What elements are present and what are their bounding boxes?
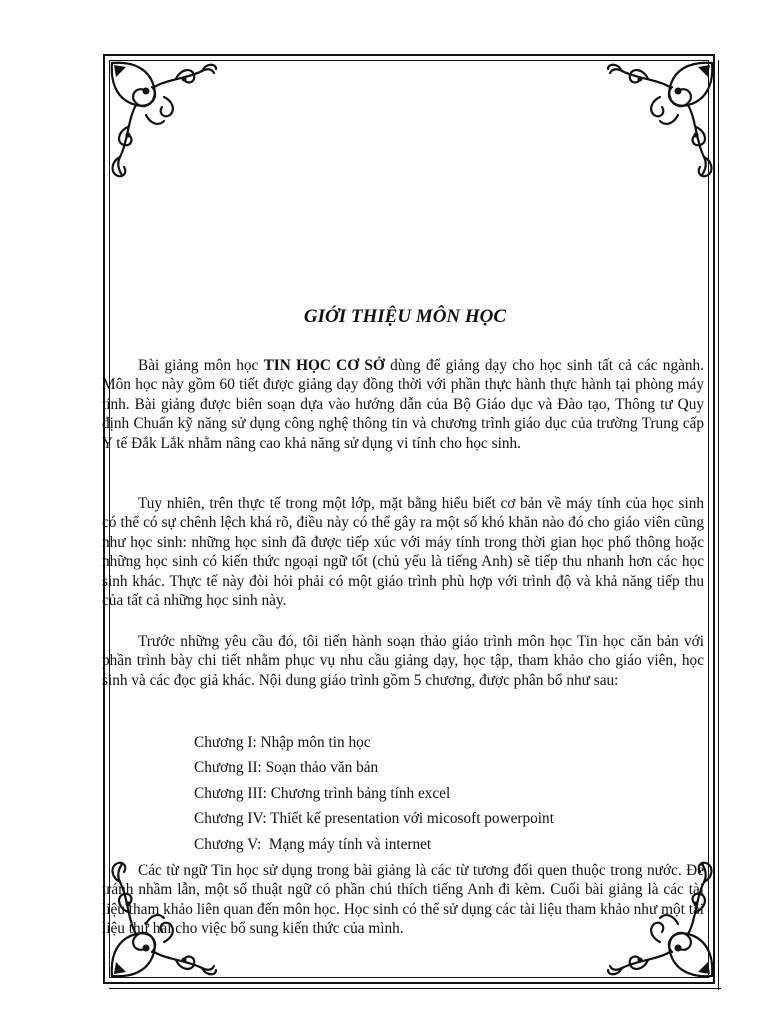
floral-corner-ornament-icon: [106, 57, 218, 187]
floral-corner-ornament-icon: [606, 57, 718, 187]
chapter-item: Chương V: Mạng máy tính và internet: [194, 835, 432, 853]
paragraph-intro-rest: dùng để giảng dạy cho học sinh tất cả các ngành. Môn học này gồm 60 tiết được giảng dạy đồng thời với phần thực hành thực hành tại phòng máy tính. Bài giảng được biên soạn dựa vào hướng dẫn của Bộ Giáo dục và Đào tạo, Thông tư Quy định Chuẩn kỹ năng sử dụng công nghệ thông tin và chương trình giáo dục của trường Trung cấp Y tế Đắk Lắk nhằm nâng cao khả năng sử dụng vi tính cho học sinh.: [102, 357, 704, 452]
chapter-list: [194, 733, 554, 860]
page-border-shadow-right: [718, 60, 719, 990]
page-border-shadow-bottom: [109, 988, 721, 989]
paragraph-intro-lead: Bài giảng môn học: [138, 357, 264, 374]
chapter-item: Chương I: Nhập môn tin học: [194, 734, 371, 751]
paragraph-context: Tuy nhiên, trên thực tế trong một lớp, mặt bằng hiểu biết cơ bản về máy tính của học sinh có thể có sự chênh lệch khá rõ, điều này có thể gây ra một số khó khăn nào đó cho giáo viên cũng như học sinh: những học sinh đã được tiếp xúc với máy tính trong thời gian học phổ thông hoặc những học sinh có kiến thức ngoại ngữ tốt (chủ yếu là tiếng Anh) sẽ tiếp thu nhanh hơn các học sinh khác. Thực tế này đòi hỏi phải có một giáo trình phù hợp với trình độ và khả năng tiếp thu của tất cả những học sinh này.: [102, 495, 704, 610]
chapter-item: Chương III: Chương trình bảng tính excel: [194, 784, 451, 802]
paragraph-terminology: Các từ ngữ Tin học sử dụng trong bài giảng là các từ tương đối quen thuộc trong nước. Để tránh nhầm lẫn, một số thuật ngữ có phần chú thích tiếng Anh đi kèm. Cuối bài giảng là các tài liệu tham khảo liên quan đến môn học. Học sinh có thể sử dụng các tài liệu tham khảo như một tài liệu thứ hai cho việc bổ sung kiến thức của mình.: [102, 862, 704, 938]
chapter-item: Chương IV: Thiết kế presentation với micosoft powerpoint: [194, 810, 554, 828]
chapter-item: Chương II: Soạn thảo văn bản: [194, 759, 379, 777]
course-name-bold: TIN HỌC CƠ SỞ: [263, 357, 385, 374]
document-title: GIỚI THIỆU MÔN HỌC: [303, 306, 507, 327]
paragraph-purpose: Trước những yêu cầu đó, tôi tiến hành soạn thảo giáo trình môn học Tin học căn bản với phần trình bày chi tiết nhằm phục vụ nhu cầu giảng dạy, học tập, tham khảo cho giáo viên, học sinh và các đọc giả khác. Nội dung giáo trình gồm 5 chương, được phân bổ như sau:: [102, 633, 704, 689]
paragraph-intro: [102, 356, 704, 453]
